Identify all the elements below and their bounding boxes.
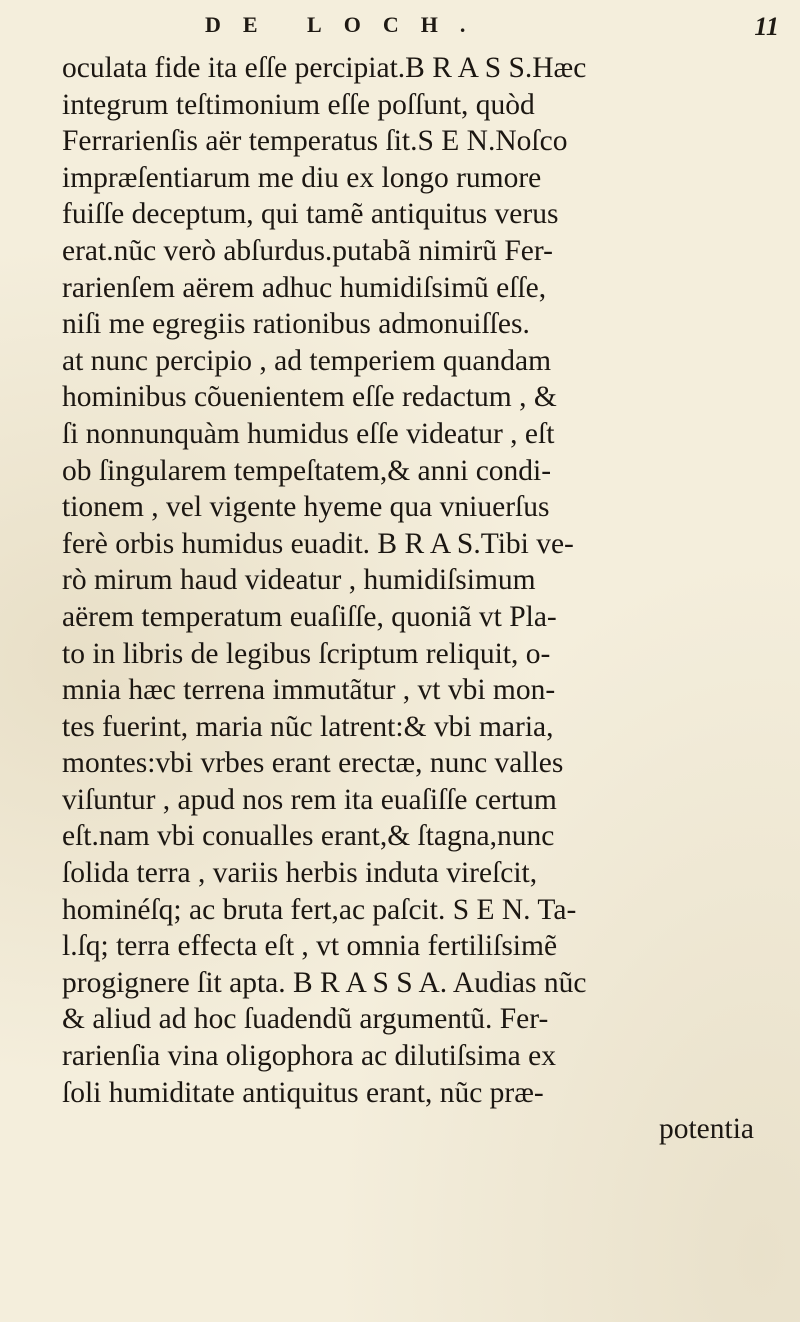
text-line: ſolida terra , variis herbis induta vireſcit, xyxy=(62,857,538,890)
text-line: l.ſq; terra effecta eſt , vt omnia fertiliſsimẽ xyxy=(62,930,558,963)
text-line: hominibus cõuenientem eſſe redactum , & xyxy=(62,381,557,414)
text-line: mnia hæc terrena immutãtur , vt vbi mon- xyxy=(62,674,556,707)
text-line: aërem temperatum euaſiſſe, quoniã vt Pla- xyxy=(62,600,557,633)
text-line: viſuntur , apud nos rem ita euaſiſſe certum xyxy=(62,783,557,816)
body-text xyxy=(62,50,762,1148)
text-line: eſt.nam vbi conualles erant,& ſtagna,nunc xyxy=(62,820,555,853)
text-line: tes fuerint, maria nũc latrent:& vbi maria, xyxy=(62,710,554,743)
text-line: integrum teſtimonium eſſe poſſunt, quòd xyxy=(62,88,535,121)
text-line: rò mirum haud videatur , humidiſsimum xyxy=(62,564,536,597)
text-line: fuiſſe deceptum, qui tamẽ antiquitus verus xyxy=(62,198,559,231)
text-line: to in libris de legibus ſcriptum reliquit, o- xyxy=(62,637,551,670)
text-line: rarienſem aërem adhuc humidiſsimũ eſſe, xyxy=(62,271,547,304)
page-number: 11 xyxy=(754,12,779,41)
catchword: potentia xyxy=(658,1113,754,1146)
text-line: erat.nũc verò abſurdus.putabã nimirũ Fer- xyxy=(62,234,553,267)
text-line: hominéſq; ac bruta fert,ac paſcit. S E N. Ta- xyxy=(62,893,577,926)
text-line: impræſentiarum me diu ex longo rumore xyxy=(62,161,542,194)
text-line: progignere ſit apta. B R A S S A. Audias nũc xyxy=(62,966,587,999)
page-header xyxy=(205,8,785,48)
text-line: ferè orbis humidus euadit. B R A S.Tibi ve- xyxy=(62,527,574,560)
text-line: oculata fide ita eſſe percipiat.B R A S S.Hæc xyxy=(62,52,587,84)
text-line: ſoli humiditate antiquitus erant, nũc præ- xyxy=(62,1076,544,1109)
text-line: tionem , vel vigente hyeme qua vniuerſus xyxy=(62,491,550,524)
running-head: DE LOCH. xyxy=(205,12,488,37)
text-line: ob ſingularem tempeſtatem,& anni condi- xyxy=(62,454,552,487)
text-line: at nunc percipio , ad temperiem quandam xyxy=(62,344,552,377)
text-line: ſi nonnunquàm humidus eſſe videatur , eſt xyxy=(62,417,555,450)
text-line: montes:vbi vrbes erant erectæ, nunc valles xyxy=(62,747,564,780)
text-line: & aliud ad hoc ſuadendũ argumentũ. Fer- xyxy=(62,1003,549,1036)
text-line: rarienſia vina oligophora ac dilutiſsima ex xyxy=(62,1040,556,1073)
text-line: Ferrarienſis aër temperatus ſit.S E N.Noſco xyxy=(62,125,568,158)
text-line: niſi me egregiis rationibus admonuiſſes. xyxy=(62,308,530,341)
